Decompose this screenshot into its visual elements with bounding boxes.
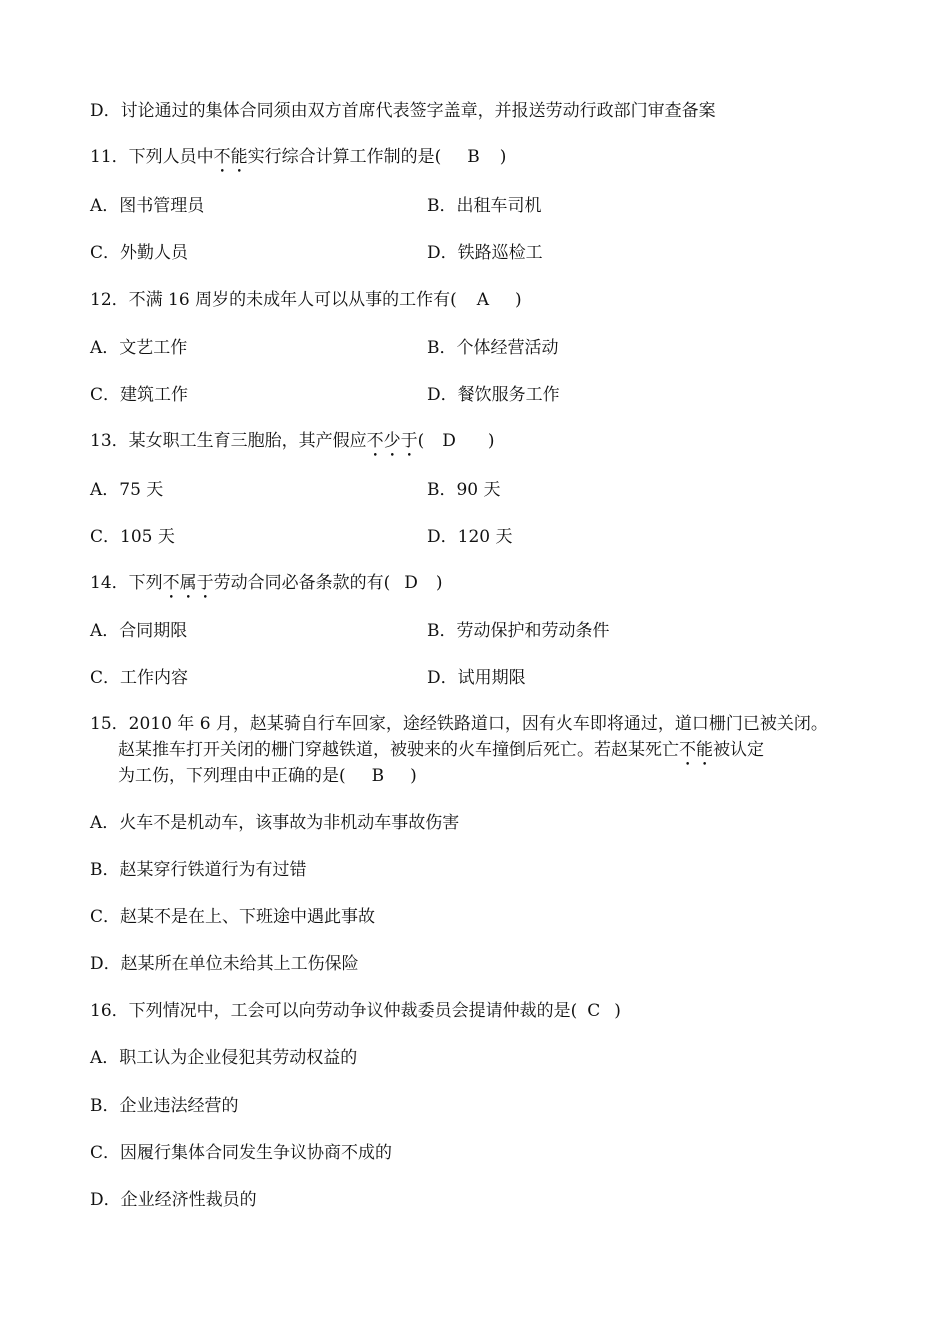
question-13: 13．某女职工生育三胞胎，其产假应不少于( D ): [90, 431, 495, 451]
question-15-line-2: 赵某推车打开关闭的栅门穿越铁道，被驶来的火车撞倒后死亡。若赵某死亡不能被认定: [118, 740, 764, 760]
option-d: D．铁路巡检工: [427, 243, 543, 263]
option-a: A．职工认为企业侵犯其劳动权益的: [90, 1048, 358, 1068]
option-d: D．120 天: [427, 527, 513, 547]
option-d-prev: D．讨论通过的集体合同须由双方首席代表签字盖章，并报送劳动行政部门审查备案: [90, 101, 716, 121]
question-12: 12．不满 16 周岁的未成年人可以从事的工作有( A ): [90, 290, 522, 310]
option-c: C．赵某不是在上、下班途中遇此事故: [90, 907, 376, 927]
question-16: 16．下列情况中，工会可以向劳动争议仲裁委员会提请仲裁的是( C ): [90, 1001, 621, 1021]
option-d: D．餐饮服务工作: [427, 385, 560, 405]
answer: C: [587, 1001, 601, 1021]
option-c: C．工作内容: [90, 668, 189, 688]
option-d: D．赵某所在单位未给其上工伤保险: [90, 954, 359, 974]
question-11: 11．下列人员中不能实行综合计算工作制的是( B ): [90, 147, 507, 167]
question-14: 14．下列不属于劳动合同必备条款的有( D ): [90, 573, 443, 593]
option-b: B．90 天: [427, 480, 501, 500]
emphasis-text: 不能: [213, 147, 248, 167]
option-c: C．因履行集体合同发生争议协商不成的: [90, 1143, 393, 1163]
option-b: B．出租车司机: [427, 196, 542, 216]
option-a: A．75 天: [90, 480, 164, 500]
option-d: D．企业经济性裁员的: [90, 1190, 257, 1210]
option-c: C．外勤人员: [90, 243, 189, 263]
answer: D: [404, 573, 418, 593]
option-b: B．企业违法经营的: [90, 1096, 239, 1116]
option-a: A．文艺工作: [90, 338, 188, 358]
option-a: A．合同期限: [90, 621, 188, 641]
option-b: B．个体经营活动: [427, 338, 559, 358]
answer: B: [467, 147, 480, 167]
answer: A: [476, 290, 489, 310]
option-c: C．建筑工作: [90, 385, 189, 405]
question-15-line-3: 为工伤，下列理由中正确的是( B ): [118, 766, 417, 786]
option-d: D．试用期限: [427, 668, 526, 688]
option-b: B．赵某穿行铁道行为有过错: [90, 860, 307, 880]
emphasis-text: 不少于: [366, 431, 418, 451]
answer: B: [371, 766, 385, 786]
emphasis-text: 不属于: [162, 573, 214, 593]
option-c: C．105 天: [90, 527, 175, 547]
option-a: A．图书管理员: [90, 196, 205, 216]
option-a: A．火车不是机动车，该事故为非机动车事故伤害: [90, 813, 460, 833]
question-15: 15．2010 年 6 月，赵某骑自行车回家，途经铁路道口，因有火车即将通过，道口栅门已被关闭。: [90, 714, 828, 734]
answer: D: [442, 431, 456, 451]
emphasis-text: 不能: [679, 740, 713, 760]
option-b: B．劳动保护和劳动条件: [427, 621, 610, 641]
